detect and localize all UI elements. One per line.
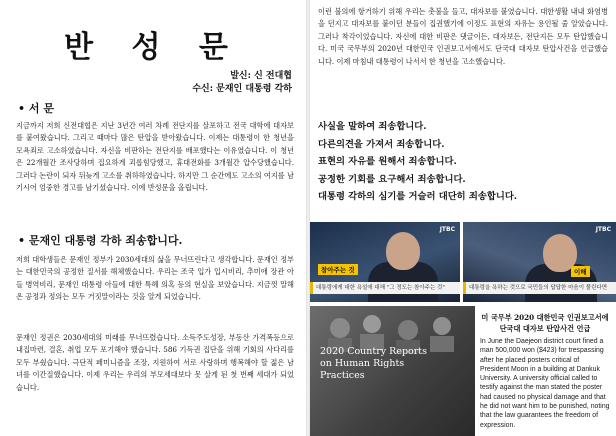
intro-heading: • 서 문 [18, 102, 54, 115]
report-caption [480, 312, 610, 430]
recipient-line: 수신: 문재인 대통령 각하 [192, 84, 292, 94]
sender-line: 발신: 신 전대협 [230, 71, 292, 81]
apology-slogans [318, 118, 608, 206]
sender-block [192, 70, 292, 96]
document-title: 반 성 문 [64, 30, 242, 65]
caption-english: In June the Daejeon district court fined a man 500,000 won ($423) for trespassing after he placed posters critical of President Moon in a building at Dankuk University. A university official called to testify against the man stated the poster had caused no physical damage and that he did not want him to be punished, noting that the law guarantees the freedom of expression. [480, 338, 610, 429]
slogan-line: 표현의 자유를 원해서 죄송합니다. [318, 156, 457, 167]
section-paragraph-1: 저희 대학생들은 문재인 정부가 2030세대의 삶을 무너뜨린다고 생각합니다. 문재인 정부는 대한민국의 공정한 질서를 해체했습니다. 우리는 조국 입가 입시비리, 추미애 장관 아들 병역비리, 문재인 대통령 아들에 대한 특혜 의혹 등의 현실을 보았습니다. 지금껏 말해온 공정과 정의는 모두 거짓말이라는 것을 알게 되었습니다. [16, 255, 294, 302]
left-page [0, 0, 306, 436]
broadcaster-logo: JTBC [595, 226, 611, 233]
intro-paragraph: 지금까지 저희 신전대협은 지난 3년간 여러 차례 전단지를 살포하고 전국 대학에 대자보를 붙여왔습니다. 그리고 때마다 많은 탄압을 받아왔습니다. 이제는 대통령이 한 청년을 모욕죄로 고소하였습니다. 자신을 비판하는 전단지를 배포했다는 이유였습니다. 이 청년은 22개월간 조사당하며 집요하게 괴롭힘당했고, 휴대전화를 3개월간 압수당했습니다. 그러다 논란이 되자 뒤늦게 고소를 취하하였습니다. 하지만 그 순간에도 고소의 여지를 남기시어 엄중한 경고를 남기셨습니다. 이에 반성문을 올립니다. [16, 121, 294, 193]
slogan-line: 다른의견을 가져서 죄송합니다. [318, 138, 445, 150]
headline-tag: 참아주는 것 [318, 264, 358, 275]
report-title: 2020 Country Reports on Human Rights Practices [320, 346, 427, 381]
section-paragraph-2: 문재인 정권은 2030세대의 미래를 무너뜨렸습니다. 소득주도성장, 부동산 가격폭등으로 내집마련, 결혼, 취업 모두 포기해야 했습니다. 586 기득권 집단을 위해 기회의 사다리를 모두 부쉈습니다. 극단적 페미니즘을 조장, 지원하여 서로 사랑하며 행복해야 할 젊은 남녀를 이간질했습니다. 이제 우리는 우리의 부모세대보다 못 살게 된 첫 번째 세대가 되었습니다. [16, 333, 294, 392]
speaker-face [386, 232, 420, 270]
headline-tag: 이해 [571, 266, 590, 277]
right-paragraph: 이런 불의에 항거하기 위해 우리는 촛불을 들고, 대자보를 붙였습니다. 대한생활 내내 화염병을 던지고 대자보를 붙이던 분들이 집권했기에 이정도 표현의 자유는 용인될 줄 알았습니다. 그러나 착각이었습니다. 자신에 대한 비판은 댓글이든, 대자보든, 전단지든 모두 탄압했습니다. 미국 국무부의 2020년 대한민국 인권보고서에서도 단국대 대자보 탄압사건을 언급했습니다. 이제 마침내 대통령이 나서서 한 청년을 고소했습니다. [318, 7, 608, 66]
slogan-line: 사실을 말하여 죄송합니다. [318, 121, 427, 132]
slogan-line: 공정한 기회를 요구해서 죄송합니다. [318, 173, 466, 185]
caption-korean: 미 국무부 2020 대한민국 인권보고서에 단국대 대자보 탄압사건 언급 [481, 313, 609, 333]
broadcaster-logo: JTBC [439, 226, 455, 233]
tv-caption: 대통령을 욕하는 것으로 국민들의 답답한 마음이 풀린다면 [463, 282, 616, 294]
tv-caption: 대통령에게 대한 욕설에 대해 "그 정도는 참아주는 것" [310, 282, 460, 294]
section-heading: • 문재인 대통령 각하 죄송합니다. [18, 234, 183, 247]
tv-screenshot-2 [463, 222, 616, 302]
report-cover-photo [310, 306, 475, 436]
tv-screenshot-1 [310, 222, 460, 302]
slogan-line: 대통령 각하의 심기를 거슬러 대단히 죄송합니다. [318, 191, 518, 202]
